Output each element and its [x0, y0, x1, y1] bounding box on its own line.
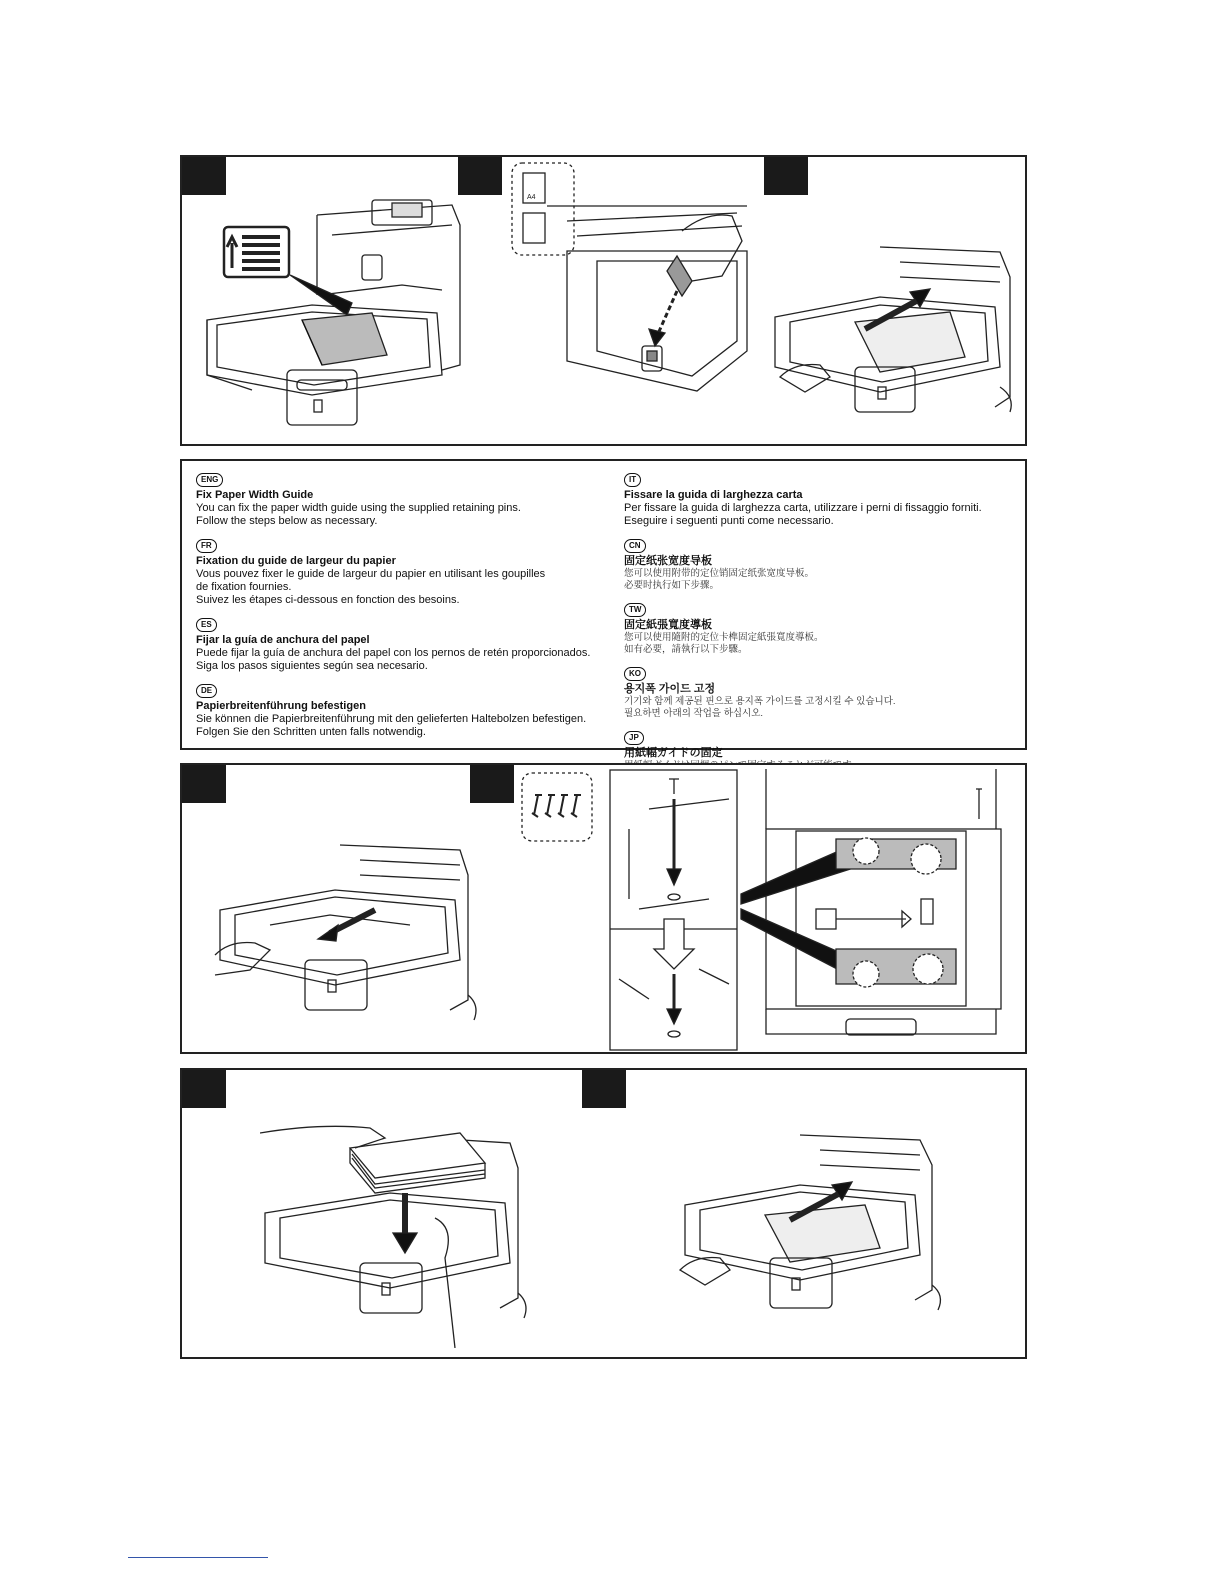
lang-line: Puede fijar la guía de anchura del papel con los pernos de retén proporcionados.	[196, 647, 591, 659]
step-tab-3	[764, 157, 808, 195]
lang-title-jp: 用紙幅ガイドの固定	[624, 747, 723, 759]
left-language-column	[196, 469, 596, 746]
lang-title-tw: 固定紙張寬度導板	[624, 619, 712, 631]
lang-badge-jp: JP	[624, 731, 644, 745]
step-tab-1	[182, 157, 226, 195]
lang-block-it	[624, 469, 1019, 528]
lang-badge-es: ES	[196, 618, 217, 632]
illustration-open-tray-load-paper	[202, 195, 462, 435]
step-tab-5	[470, 765, 514, 803]
lang-block-tw	[624, 599, 1019, 656]
right-language-column	[624, 469, 1019, 791]
lang-block-es	[196, 614, 596, 673]
lang-title-cn: 固定纸张宽度导板	[624, 555, 712, 567]
lang-badge-it: IT	[624, 473, 641, 487]
lang-line: 기기와 함께 제공된 핀으로 용지폭 가이드를 고정시킬 수 있습니다.	[624, 696, 896, 707]
lang-line: 必要时执行如下步骤。	[624, 580, 720, 591]
illustration-insert-size-label	[507, 161, 757, 441]
lang-title-de: Papierbreitenführung befestigen	[196, 700, 366, 712]
lang-title-eng: Fix Paper Width Guide	[196, 489, 314, 501]
step-tab-4	[182, 765, 226, 803]
steps-panel-bottom	[180, 1068, 1027, 1359]
steps-panel-top	[180, 155, 1027, 446]
lang-title-it: Fissare la guida di larghezza carta	[624, 489, 803, 501]
lang-block-cn	[624, 535, 1019, 592]
lang-title-fr: Fixation du guide de largeur du papier	[196, 555, 396, 567]
illustration-pull-tray-out	[210, 835, 480, 1035]
illustration-insert-pins-detail	[609, 769, 739, 1051]
step-tab-7	[582, 1070, 626, 1108]
lang-line: Suivez les étapes ci-dessous en fonction des besoins.	[196, 594, 460, 606]
lang-badge-de: DE	[196, 684, 217, 698]
size-label-a4-1: A4	[527, 194, 536, 201]
lang-line: Folgen Sie den Schritten unten falls notwendig.	[196, 726, 426, 738]
lang-title-es: Fijar la guía de anchura del papel	[196, 634, 370, 646]
lang-badge-ko: KO	[624, 667, 646, 681]
lang-badge-tw: TW	[624, 603, 646, 617]
illustration-load-paper-stack	[260, 1118, 530, 1348]
step-tab-6	[182, 1070, 226, 1108]
lang-badge-eng: ENG	[196, 473, 223, 487]
lang-block-ko	[624, 663, 1019, 720]
footer-rule	[128, 1557, 268, 1558]
lang-line: 您可以使用附带的定位销固定纸张宽度导板。	[624, 568, 815, 579]
lang-line: Follow the steps below as necessary.	[196, 515, 378, 527]
lang-line: Vous pouvez fixer le guide de largeur du papier en utilisant les goupilles	[196, 568, 546, 580]
instructions-panel	[180, 459, 1027, 759]
lang-line: 如有必要，請執行以下步驟。	[624, 644, 748, 655]
lang-block-de	[196, 680, 596, 739]
lang-line: Eseguire i seguenti punti come necessario.	[624, 515, 834, 527]
lang-line: 您可以使用隨附的定位卡榫固定紙張寬度導板。	[624, 632, 824, 643]
lang-line: Sie können die Papierbreitenführung mit den gelieferten Haltebolzen befestigen.	[196, 713, 587, 725]
illustration-push-tray-in	[770, 237, 1020, 437]
lang-badge-cn: CN	[624, 539, 646, 553]
lang-title-ko: 용지폭 가이드 고정	[624, 683, 716, 695]
steps-panel-middle	[180, 763, 1027, 1054]
lang-line: Per fissare la guida di larghezza carta, utilizzare i perni di fissaggio forniti.	[624, 502, 982, 514]
lang-line: 필요하면 아래의 작업을 하십시오.	[624, 708, 764, 719]
illustration-tray-top-view-pins	[736, 769, 1026, 1051]
lang-block-fr	[196, 535, 596, 607]
illustration-push-tray-closed	[670, 1130, 950, 1330]
retaining-pins-icon	[520, 771, 595, 843]
lang-line: de fixation fournies.	[196, 581, 292, 593]
lang-block-eng	[196, 469, 596, 528]
lang-line: Siga los pasos siguientes según sea necesario.	[196, 660, 428, 672]
lang-line: You can fix the paper width guide using the supplied retaining pins.	[196, 502, 521, 514]
step-tab-2	[458, 157, 502, 195]
lang-badge-fr: FR	[196, 539, 217, 553]
